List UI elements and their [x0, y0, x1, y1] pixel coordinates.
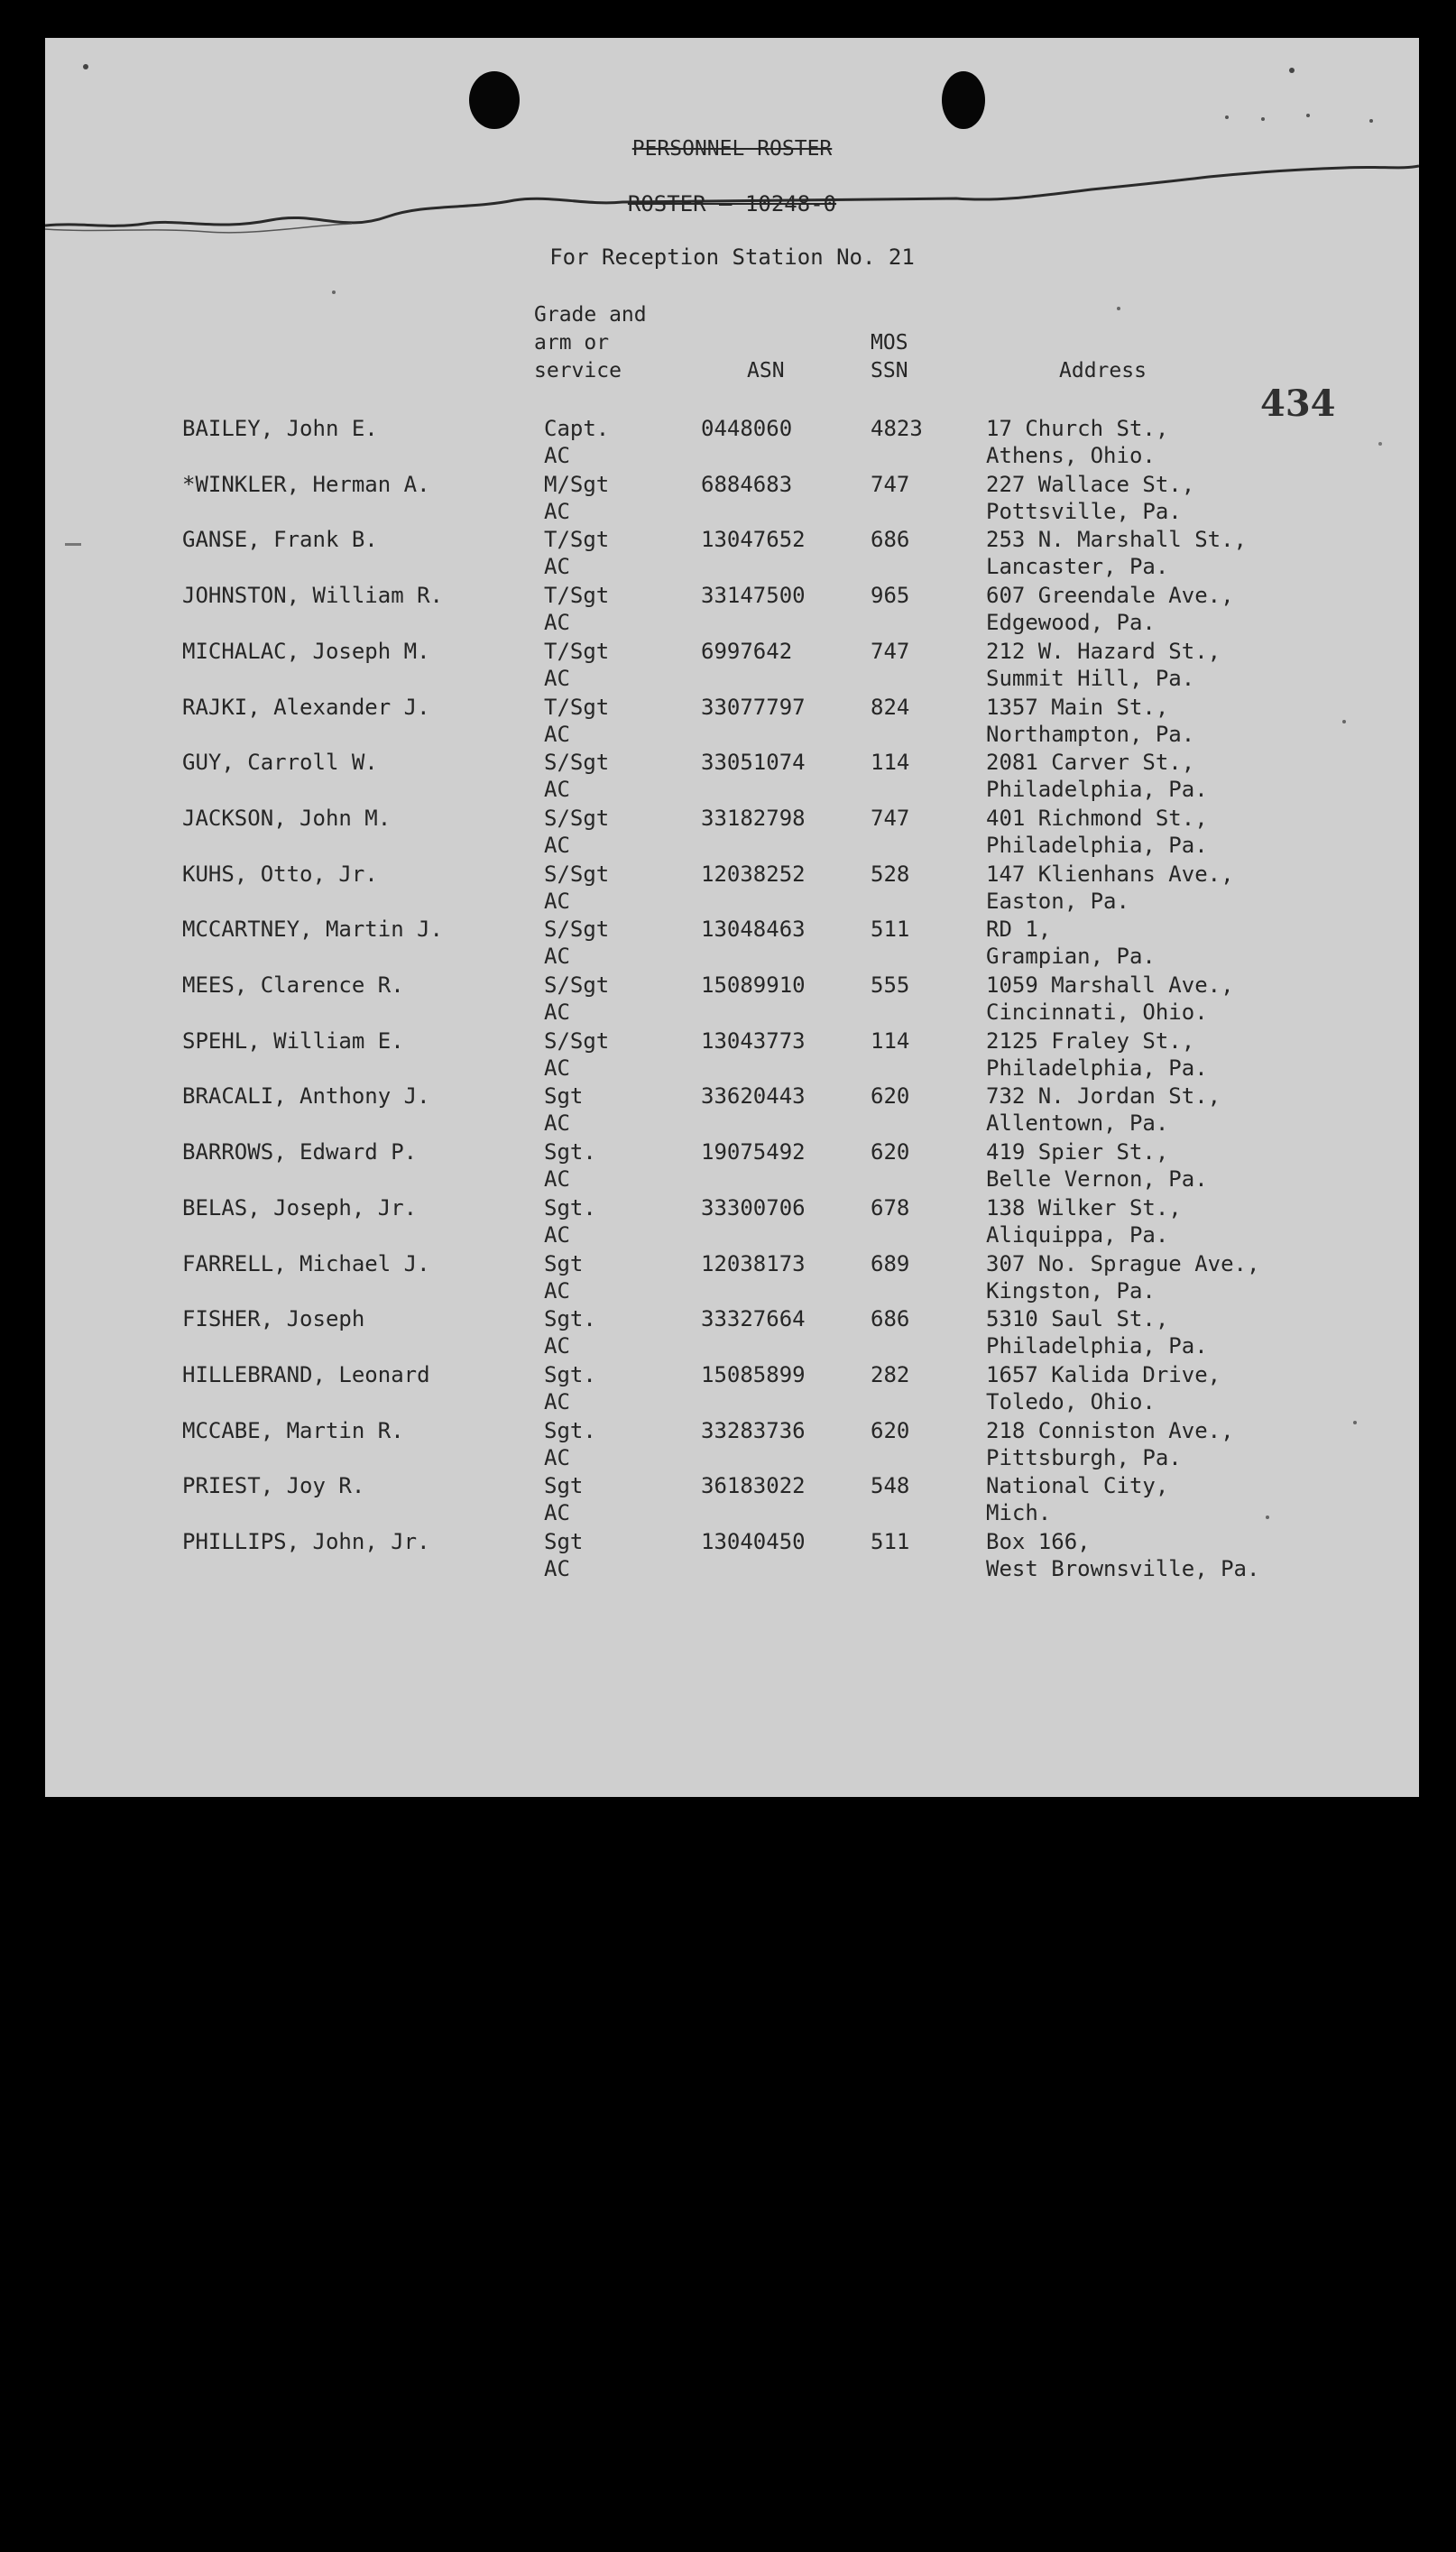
member-asn: 33147500 — [701, 583, 806, 609]
member-arm: AC — [544, 610, 570, 636]
member-mos: 114 — [871, 1027, 910, 1054]
member-mos: 965 — [871, 583, 910, 609]
member-grade: Sgt — [544, 1250, 584, 1276]
member-address-line2: Mich. — [986, 1500, 1052, 1526]
member-arm: AC — [544, 721, 570, 747]
member-asn: 33077797 — [701, 694, 806, 720]
table-row — [45, 694, 1419, 750]
punch-hole-left — [469, 71, 520, 129]
column-header-mos: MOS SSN — [871, 331, 908, 382]
member-address-line1: 1657 Kalida Drive, — [986, 1361, 1221, 1387]
member-address-line2: Toledo, Ohio. — [986, 1388, 1156, 1414]
table-row — [45, 638, 1419, 694]
member-arm: AC — [544, 665, 570, 691]
member-address-line1: 307 No. Sprague Ave., — [986, 1250, 1260, 1276]
member-asn: 33283736 — [701, 1417, 806, 1443]
member-address-line2: Edgewood, Pa. — [986, 610, 1156, 636]
member-mos: 686 — [871, 527, 910, 553]
member-name: MCCABE, Martin R. — [182, 1417, 404, 1443]
member-address-line2: Philadelphia, Pa. — [986, 1055, 1208, 1081]
member-grade: M/Sgt — [544, 471, 610, 497]
member-address-line1: 2125 Fraley St., — [986, 1027, 1195, 1054]
table-row — [45, 1361, 1419, 1417]
table-row — [45, 1305, 1419, 1361]
document-title: PERSONNEL ROSTER — [631, 137, 833, 161]
table-row — [45, 1027, 1419, 1083]
member-asn: 15085899 — [701, 1361, 806, 1387]
column-header-address: Address — [1059, 359, 1147, 382]
member-arm: AC — [544, 1055, 570, 1081]
member-name: GUY, Carroll W. — [182, 750, 378, 776]
column-header-grade: Grade and arm or service — [534, 303, 647, 382]
member-name: MCCARTNEY, Martin J. — [182, 917, 443, 943]
member-asn: 33620443 — [701, 1083, 806, 1110]
member-arm: AC — [544, 1388, 570, 1414]
member-arm: AC — [544, 554, 570, 580]
member-mos: 528 — [871, 861, 910, 887]
member-mos: 282 — [871, 1361, 910, 1387]
member-address-line1: 607 Greendale Ave., — [986, 583, 1234, 609]
member-address-line1: 401 Richmond St., — [986, 805, 1208, 831]
member-grade: S/Sgt — [544, 861, 610, 887]
member-name: BAILEY, John E. — [182, 416, 378, 441]
member-asn: 12038252 — [701, 861, 806, 887]
member-name: BELAS, Joseph, Jr. — [182, 1194, 418, 1221]
member-name: JOHNSTON, William R. — [182, 583, 443, 609]
member-arm: AC — [544, 777, 570, 803]
member-asn: 33327664 — [701, 1306, 806, 1332]
member-address-line1: 218 Conniston Ave., — [986, 1417, 1234, 1443]
member-arm: AC — [544, 1221, 570, 1248]
member-name: FARRELL, Michael J. — [182, 1250, 430, 1276]
member-mos: 4823 — [871, 416, 923, 441]
member-grade: Sgt. — [544, 1194, 596, 1221]
roster-page — [45, 38, 1419, 1797]
member-name: BRACALI, Anthony J. — [182, 1083, 430, 1110]
member-address-line1: RD 1, — [986, 917, 1052, 943]
member-grade: Sgt. — [544, 1417, 596, 1443]
table-row — [45, 471, 1419, 527]
member-address-line1: 5310 Saul St., — [986, 1306, 1169, 1332]
member-address-line2: Lancaster, Pa. — [986, 554, 1169, 580]
member-grade: Sgt. — [544, 1306, 596, 1332]
table-row — [45, 916, 1419, 972]
table-row — [45, 972, 1419, 1027]
member-asn: 13040450 — [701, 1529, 806, 1554]
member-arm: AC — [544, 1110, 570, 1137]
member-address-line2: Kingston, Pa. — [986, 1277, 1156, 1304]
member-arm: AC — [544, 1500, 570, 1526]
member-grade: Sgt — [544, 1083, 584, 1110]
member-grade: S/Sgt — [544, 1027, 610, 1054]
member-asn: 13048463 — [701, 917, 806, 943]
member-grade: S/Sgt — [544, 917, 610, 943]
member-address-line2: Philadelphia, Pa. — [986, 832, 1208, 858]
member-address-line1: 253 N. Marshall St., — [986, 527, 1247, 553]
member-asn: 33182798 — [701, 805, 806, 831]
member-grade: T/Sgt — [544, 583, 610, 609]
member-address-line2: Pottsville, Pa. — [986, 498, 1182, 524]
member-arm: AC — [544, 832, 570, 858]
member-address-line2: Philadelphia, Pa. — [986, 1333, 1208, 1359]
member-address-line1: National City, — [986, 1473, 1169, 1499]
table-row — [45, 526, 1419, 582]
member-mos: 747 — [871, 805, 910, 831]
member-address-line2: Cincinnati, Ohio. — [986, 1000, 1208, 1025]
member-mos: 620 — [871, 1417, 910, 1443]
member-arm: AC — [544, 944, 570, 970]
member-mos: 548 — [871, 1473, 910, 1499]
member-arm: AC — [544, 1333, 570, 1359]
member-asn: 13043773 — [701, 1027, 806, 1054]
member-address-line2: Northampton, Pa. — [986, 721, 1195, 747]
member-address-line2: Aliquippa, Pa. — [986, 1221, 1169, 1248]
table-row — [45, 415, 1419, 471]
member-mos: 620 — [871, 1139, 910, 1165]
member-arm: AC — [544, 1556, 570, 1581]
member-address-line2: Athens, Ohio. — [986, 443, 1156, 468]
table-row — [45, 1472, 1419, 1528]
member-address-line2: West Brownsville, Pa. — [986, 1556, 1260, 1581]
member-address-line1: 1357 Main St., — [986, 694, 1169, 720]
member-mos: 689 — [871, 1250, 910, 1276]
member-mos: 747 — [871, 638, 910, 664]
member-address-line1: 732 N. Jordan St., — [986, 1083, 1221, 1110]
member-address-line1: 419 Spier St., — [986, 1139, 1169, 1165]
member-mos: 678 — [871, 1194, 910, 1221]
table-row — [45, 861, 1419, 917]
member-grade: T/Sgt — [544, 527, 610, 553]
member-address-line1: 212 W. Hazard St., — [986, 638, 1221, 664]
member-mos: 824 — [871, 694, 910, 720]
table-row — [45, 1194, 1419, 1250]
member-mos: 114 — [871, 750, 910, 776]
member-address-line2: Summit Hill, Pa. — [986, 665, 1195, 691]
member-mos: 511 — [871, 917, 910, 943]
table-row — [45, 1083, 1419, 1138]
member-address-line1: 227 Wallace St., — [986, 471, 1195, 497]
table-row — [45, 805, 1419, 861]
table-row — [45, 582, 1419, 638]
member-address-line2: Pittsburgh, Pa. — [986, 1444, 1182, 1470]
member-name: JACKSON, John M. — [182, 805, 392, 831]
roster-number: ROSTER — 10248-0 — [627, 191, 837, 217]
member-mos: 555 — [871, 972, 910, 998]
table-row — [45, 1250, 1419, 1306]
member-grade: T/Sgt — [544, 638, 610, 664]
member-arm: AC — [544, 1444, 570, 1470]
member-address-line2: Allentown, Pa. — [986, 1110, 1169, 1137]
member-address-line2: Belle Vernon, Pa. — [986, 1166, 1208, 1193]
member-address-line2: Grampian, Pa. — [986, 944, 1156, 970]
table-row — [45, 1528, 1419, 1584]
member-grade: Sgt. — [544, 1361, 596, 1387]
member-grade: T/Sgt — [544, 694, 610, 720]
member-name: PRIEST, Joy R. — [182, 1473, 365, 1499]
member-mos: 620 — [871, 1083, 910, 1110]
member-arm: AC — [544, 443, 570, 468]
member-address-line1: 147 Klienhans Ave., — [986, 861, 1234, 887]
member-asn: 15089910 — [701, 972, 806, 998]
member-asn: 36183022 — [701, 1473, 806, 1499]
member-grade: Sgt. — [544, 1139, 596, 1165]
member-address-line2: Easton, Pa. — [986, 888, 1129, 914]
punch-hole-right — [942, 71, 985, 129]
column-header-asn: ASN — [747, 359, 785, 382]
member-asn: 33300706 — [701, 1194, 806, 1221]
member-address-line1: 138 Wilker St., — [986, 1194, 1182, 1221]
table-row — [45, 1417, 1419, 1473]
member-mos: 686 — [871, 1306, 910, 1332]
member-address-line2: Philadelphia, Pa. — [986, 777, 1208, 803]
member-arm: AC — [544, 498, 570, 524]
member-name: FISHER, Joseph — [182, 1306, 365, 1332]
member-asn: 19075492 — [701, 1139, 806, 1165]
member-grade: Sgt — [544, 1473, 584, 1499]
member-name: HILLEBRAND, Leonard — [182, 1361, 430, 1387]
member-name: KUHS, Otto, Jr. — [182, 861, 378, 887]
station-line: For Reception Station No. 21 — [549, 244, 915, 270]
member-asn: 12038173 — [701, 1250, 806, 1276]
member-grade: S/Sgt — [544, 750, 610, 776]
member-asn: 6884683 — [701, 471, 793, 497]
member-grade: Capt. — [544, 416, 610, 441]
member-address-line1: Box 166, — [986, 1529, 1091, 1554]
page-number: 434 — [1260, 382, 1336, 425]
table-row — [45, 1138, 1419, 1194]
member-grade: Sgt — [544, 1529, 584, 1554]
member-name: *WINKLER, Herman A. — [182, 471, 430, 497]
member-address-line1: 2081 Carver St., — [986, 750, 1195, 776]
member-name: GANSE, Frank B. — [182, 527, 378, 553]
member-name: MICHALAC, Joseph M. — [182, 638, 430, 664]
member-arm: AC — [544, 1000, 570, 1025]
member-name: RAJKI, Alexander J. — [182, 694, 430, 720]
member-asn: 33051074 — [701, 750, 806, 776]
member-grade: S/Sgt — [544, 972, 610, 998]
member-name: SPEHL, William E. — [182, 1027, 404, 1054]
member-asn: 6997642 — [701, 638, 793, 664]
member-arm: AC — [544, 888, 570, 914]
member-arm: AC — [544, 1277, 570, 1304]
member-address-line1: 1059 Marshall Ave., — [986, 972, 1234, 998]
member-asn: 13047652 — [701, 527, 806, 553]
member-grade: S/Sgt — [544, 805, 610, 831]
member-name: MEES, Clarence R. — [182, 972, 404, 998]
member-address-line1: 17 Church St., — [986, 416, 1169, 441]
table-row — [45, 749, 1419, 805]
member-mos: 511 — [871, 1529, 910, 1554]
member-name: PHILLIPS, John, Jr. — [182, 1529, 430, 1554]
member-mos: 747 — [871, 471, 910, 497]
member-asn: 0448060 — [701, 416, 793, 441]
member-name: BARROWS, Edward P. — [182, 1139, 418, 1165]
member-arm: AC — [544, 1166, 570, 1193]
